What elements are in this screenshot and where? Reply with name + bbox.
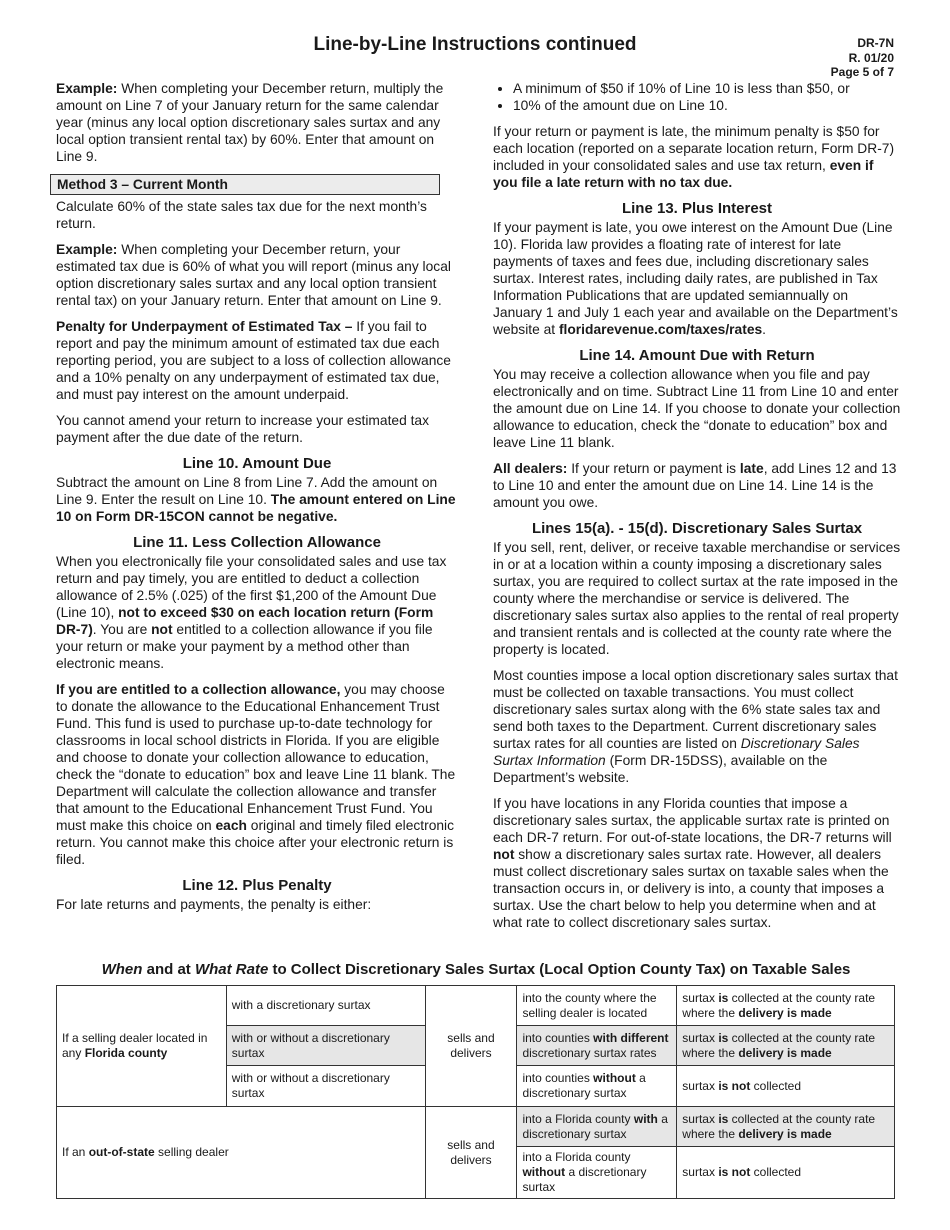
table-cell: surtax is collected at the county rate where the delivery is made <box>677 1026 895 1066</box>
right-column <box>493 80 901 940</box>
line13-heading: Line 13. Plus Interest <box>621 200 773 217</box>
method3-heading: Method 3 – Current Month <box>50 174 440 195</box>
form-identifier <box>831 36 894 80</box>
table-cell: surtax is collected at the county rate where the delivery is made <box>677 1107 895 1147</box>
table-cell: sells and delivers <box>425 1107 517 1199</box>
table-cell: surtax is not collected <box>677 1066 895 1107</box>
list-item: • A minimum of $50 if 10% of Line 10 is less than $50, or <box>513 80 901 97</box>
table-cell: surtax is not collected <box>677 1147 895 1199</box>
page-title: Line-by-Line Instructions continued <box>313 34 637 55</box>
line15-paragraph: If you have locations in any Florida counties that impose a discretionary sales surtax, the applicable surtax rate is printed on each DR-7 return. For out-of-state locations, the DR-7 returns will not show a discretionary sales surtax rate. However, all dealers must collect discretionary sales surtax on taxable sales when the transaction occurs in, or delivery is into, a county that imposes a surtax. Use the chart below to help you determine when and at what rate to collect discretionary sales surtax. <box>493 796 892 930</box>
line12-paragraph: For late returns and payments, the penalty is either: <box>56 897 372 912</box>
table-cell: with a discretionary surtax <box>226 986 425 1026</box>
table-cell: into counties with different discretionary surtax rates <box>517 1026 677 1066</box>
example-paragraph: Example: When completing your December return, multiply the amount on Line 7 of your January return for the same calendar year (minus any local option discretionary sales surtax and any local option transient rental tax) by 60%. Enter that amount on Line 9. <box>56 81 444 164</box>
line11-paragraph: When you electronically file your consolidated sales and use tax return and pay timely, you are entitled to deduct a collection allowance of 2.5% (.025) of the first $1,200 of the Amount Due (Line 10), not to exceed $30 on each location return (Form DR-7). You are not entitled to a collection allowance if you file your return or make your payment by a method other than electronic means. <box>56 554 447 671</box>
line10-heading: Line 10. Amount Due <box>182 455 332 472</box>
line14-paragraph: You may receive a collection allowance when you file and pay electronically and on time. Subtract Line 11 from Line 10 and enter the amount due on Line 14. If you choose to donate your collection allowance to education, check the “donate to education” box and leave Line 11 blank. <box>493 367 901 450</box>
table-cell: If an out-of-state selling dealer <box>57 1107 426 1199</box>
form-number: DR-7N <box>857 36 894 50</box>
table-cell: into counties without a discretionary surtax <box>517 1066 677 1107</box>
table-cell: surtax is collected at the county rate where the delivery is made <box>677 986 895 1026</box>
line15-heading: Lines 15(a). - 15(d). Discretionary Sales Surtax <box>531 520 863 537</box>
form-revision: R. 01/20 <box>848 50 894 65</box>
table-cell: into a Florida county with a discretionary surtax <box>517 1107 677 1147</box>
line13-paragraph: If your payment is late, you owe interest on the Amount Due (Line 10). Florida law provides a floating rate of interest for late payments of taxes and fees due, including discretionary sales surtax. Interest rates, including daily rates, are published in Tax Information Publications that are updated semiannually on January 1 and July 1 each year and available on the Department’s website at floridarevenue.com/taxes/rates. <box>493 220 898 337</box>
surtax-table <box>56 985 895 1199</box>
table-cell: into a Florida county without a discretionary surtax <box>517 1147 677 1199</box>
donation-paragraph: If you are entitled to a collection allowance, you may choose to donate the allowance to the Educational Enhancement Trust Fund. This fund is used to purchase up-to-date technology for classrooms in local school districts in Florida. If you are eligible and choose to donate your collection allowance to education, check the “donate to education” box and leave Line 11 blank. The Department will calculate the collection allowance and transfer that amount to the Educational Enhancement Trust Fund. You must make this choice on each original and timely filed electronic return. You cannot make this choice after your electronic return is filed. <box>56 682 456 867</box>
line10-paragraph: Subtract the amount on Line 8 from Line 7. Add the amount on Line 9. Enter the result on Line 10. The amount entered on Line 10 on Form DR-15CON cannot be negative. <box>56 475 456 524</box>
penalty-paragraph: Penalty for Underpayment of Estimated Tax – If you fail to report and pay the minimum amount of estimated tax due each reporting period, you are subject to a loss of collection allowance and a 10% penalty on any underpayment of estimated tax due, and must pay interest on the amount underpaid. <box>56 319 451 402</box>
line14-heading: Line 14. Amount Due with Return <box>579 347 815 364</box>
penalty-bullet-list <box>493 80 901 114</box>
line12-heading: Line 12. Plus Penalty <box>182 877 332 894</box>
table-title: When and at What Rate to Collect Discretionary Sales Surtax (Local Option County Tax) on Taxable Sales <box>101 961 851 978</box>
all-dealers-paragraph: All dealers: If your return or payment is late, add Lines 12 and 13 to Line 10 and enter the amount due on Line 14. Line 14 is the amount you owe. <box>493 461 897 510</box>
table-cell: sells and delivers <box>425 986 517 1107</box>
rates-link[interactable]: floridarevenue.com/taxes/rates <box>558 322 763 337</box>
table-cell: into the county where the selling dealer is located <box>517 986 677 1026</box>
left-column <box>56 80 458 922</box>
example-paragraph: Example: When completing your December return, your estimated tax due is 60% of what you will report (minus any local option discretionary sales surtax and any local option transient rental tax) on your January return. Enter that amount on Line 9. <box>56 242 451 308</box>
line11-heading: Line 11. Less Collection Allowance <box>133 534 381 551</box>
list-item: • 10% of the amount due on Line 10. <box>513 97 901 114</box>
method3-paragraph: Calculate 60% of the state sales tax due for the next month’s return. <box>56 199 427 231</box>
table-row <box>57 1107 895 1147</box>
table-row <box>57 986 895 1026</box>
amend-paragraph: You cannot amend your return to increase your estimated tax payment after the due date of the return. <box>56 413 429 445</box>
table-cell: If a selling dealer located in any Florida county <box>57 986 227 1107</box>
table-cell: with or without a discretionary surtax <box>226 1066 425 1107</box>
line15-paragraph: Most counties impose a local option discretionary sales surtax that must be collected on taxable transactions. You must collect discretionary sales surtax along with the 6% state sales tax and send both taxes to the Department. Current discretionary sales surtax rates for all counties are listed on Discretionary Sales Surtax Information (Form DR-15DSS), available on the Department’s website. <box>493 668 898 785</box>
table-cell: with or without a discretionary surtax <box>226 1026 425 1066</box>
line15-paragraph: If you sell, rent, deliver, or receive taxable merchandise or services in or at a location within a county imposing a discretionary sales surtax, you are required to collect surtax at the rate imposed in the county where the merchandise or service is delivered. The discretionary sales surtax also applies to the rental of real property and transient rentals and is collected at the county rate where the property is located. <box>493 540 901 657</box>
page-number: Page 5 of 7 <box>830 65 894 79</box>
late-paragraph: If your return or payment is late, the minimum penalty is $50 for each location (reported on a separate location return, Form DR-7) included in your consolidated sales and use tax return, even if you file a late return with no tax due. <box>493 124 895 190</box>
